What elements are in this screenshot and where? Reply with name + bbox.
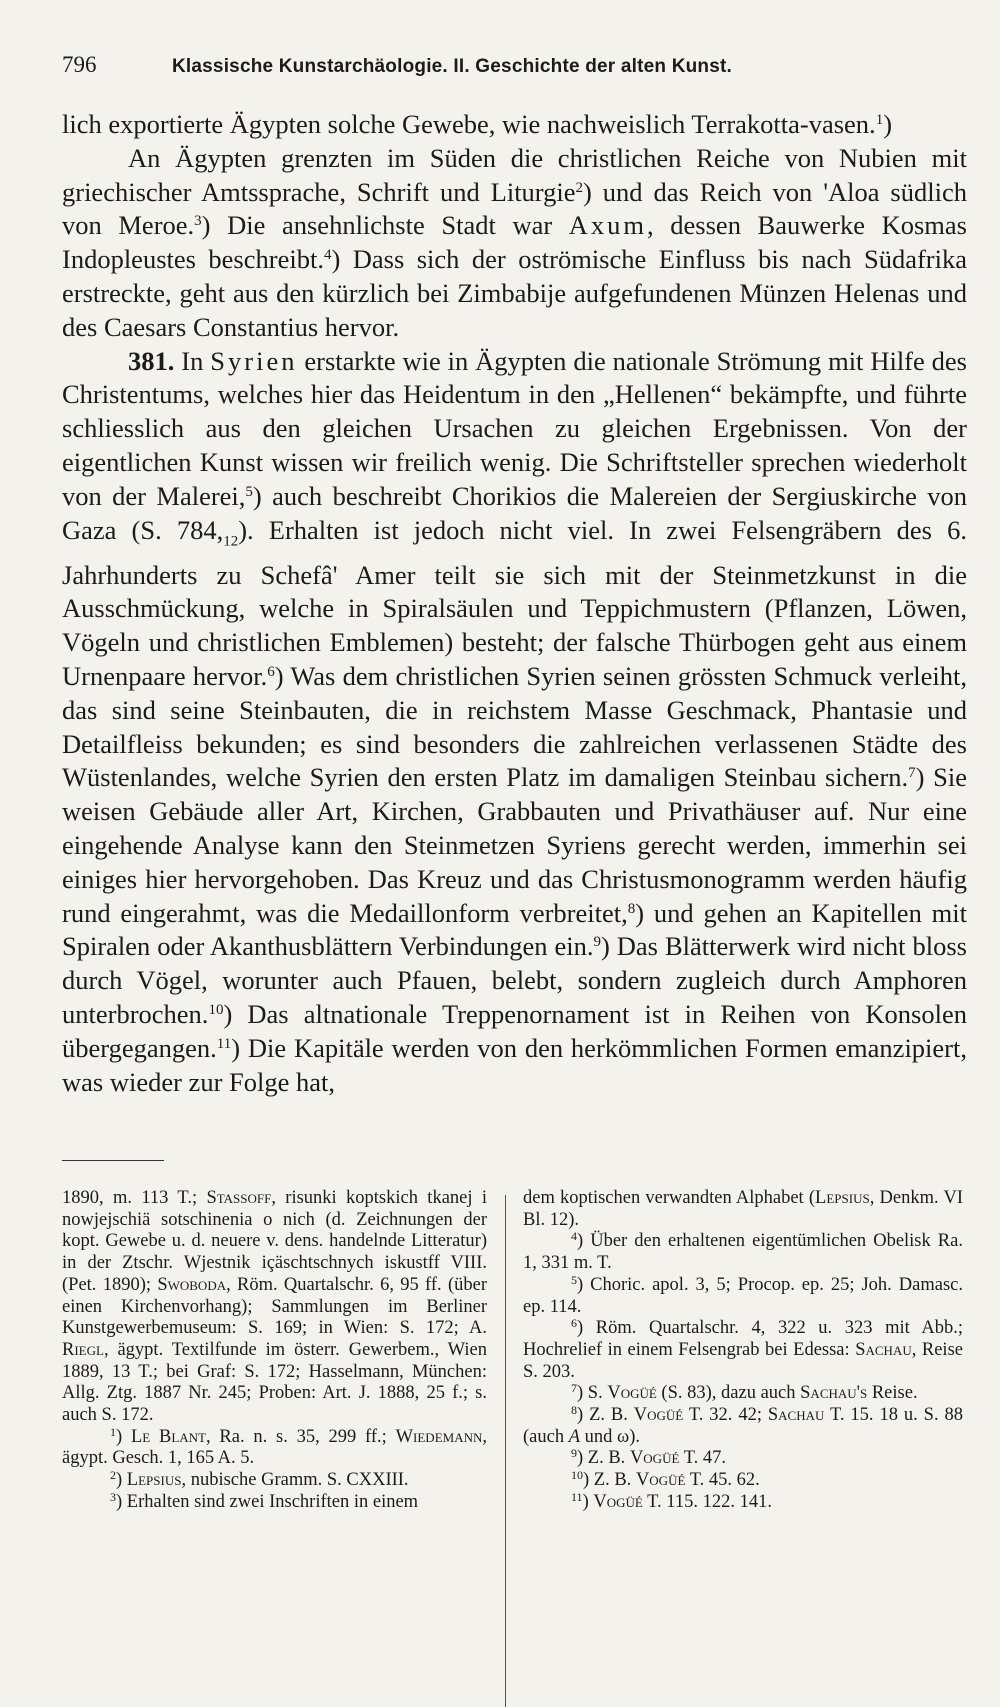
omega-symbol: ω xyxy=(617,1426,630,1447)
footnote-3-continuation: dem koptischen verwandten Alphabet (Lepsius, Denkm. VI Bl. 12). xyxy=(523,1188,963,1230)
footnote-ref-2: 2 xyxy=(575,179,584,196)
footnote-4: $^4$) Über den erhaltenen eigentümlichen Obelisk Ra. 1, 331 m. T. xyxy=(523,1229,963,1274)
alpha-symbol: A xyxy=(568,1426,581,1447)
paragraph-381: 381. In Syrien erstarkte wie in Ägypten die nationale Strömung mit Hilfe des Christentums, welches hier das Heidentum in den „Hellenen“ bekämpfte, und führte schliesslich aus den gleichen Ursachen zu gleichen Ergebnissen. Von der eigentlichen Kunst wissen wir freilich wenig. Die Schriftsteller sprechen wiederholt von der Malerei,$^5$) auch beschreibt Chorikios die Malereien der Sergiuskirche von Gaza (S. $784,_{12}$). Erhalten ist jedoch nicht viel. In zwei Felsengräbern des 6. Jahrhunderts zu Schefâ' Amer teilt sie sich mit der Steinmetzkunst in die Ausschmückung, welche in Spiralsäulen und Teppichmustern (Pflanzen, Löwen, Vögeln und christlichen Emblemen) besteht; der falsche Thürbogen geht aus einem Urnenpaare hervor.$^6$) Was dem christlichen Syrien seinen grössten Schmuck verleiht, das sind seine Steinbauten, die in reichstem Masse Geschmack, Phantasie und Detailfleiss bekunden; es sind besonders die zahlreichen verlassenen Städte des Wüstenlandes, welche Syrien den ersten Platz im damaligen Steinbau sichern.$^7$) Sie weisen Gebäude aller Art, Kirchen, Grabbauten und Privathäuser auf. Nur eine eingehende Analyse kann den Steinmetzen Syriens gerecht werden, immerhin sei einiges hier hervorgehoben. Das Kreuz und das Christusmonogramm werden häufig rund eingerahmt, was die Medaillonform verbreitet,$^8$) und gehen an Kapitellen mit Spiralen oder Akanthusblättern Verbindungen ein.$^9$) Das Blätterwerk wird nicht bloss durch Vögel, worunter auch Pfauen, belebt, sondern zugleich durch Amphoren unterbrochen.$^{10}$) Das altnationale Treppenornament ist in Reihen von Konsolen übergegangen.$^{11}$) Die Kapitäle werden von den herkömmlichen Formen emanzipiert, was wieder zur Folge hat, xyxy=(62,345,967,1097)
footnote-ref-6: 6 xyxy=(267,664,275,681)
running-header xyxy=(62,52,882,78)
footnote-ref-10: 10 xyxy=(208,1002,224,1019)
cross-ref-number: 12 xyxy=(223,532,239,549)
footnotes-left-column xyxy=(62,1188,487,1514)
footnote-column-divider xyxy=(505,1195,506,1707)
footnote-7: $^7$) S. Vogüé (S. 83), dazu auch Sachau's Reise. xyxy=(571,1381,918,1404)
page-number: 796 xyxy=(62,52,97,77)
footnote-5: $^5$) Choric. apol. 3, 5; Procop. ep. 25; Joh. Damasc. ep. 114. xyxy=(523,1272,963,1317)
section-number: 381. xyxy=(128,345,175,376)
footnote-2: $^2$) Lepsius, nubische Gramm. S. CXXIII. xyxy=(110,1468,409,1491)
footnote-ref-9: 9 xyxy=(593,934,601,951)
footnote-1: $^1$) Le Blant, Ra. n. s. 35, 299 ff.; Wiedemann, ägypt. Gesch. 1, 165 A. 5. xyxy=(62,1424,487,1469)
emphasis-axum: Axum xyxy=(568,210,648,241)
footnote-continuation: 1890, m. 113 T.; Stassoff, risunki koptskich tkanej i nowjejschiä sotschinenia o nich (d. Zeichnungen der kopt. Gewebe u. d. neuere v. dens. handelnde Litteratur) in der Ztschr. Wjestnik içäschtschnych iskustff VIII. (Pet. 1890); Swoboda, Röm. Quartalschr. 6, 95 ff. (über einen Kirchenvorhang); Sammlungen im Berliner Kunstgewerbemuseum: S. 169; in Wien: S. 172; A. Riegl, ägypt. Textilfunde im österr. Gewerbem., Wien 1889, 13 T.; bei Graf: S. 172; Hasselmann, München: Allg. Ztg. 1887 Nr. 245; Proben: Art. J. 1888, 25 f.; s. auch S. 172. xyxy=(62,1188,487,1426)
footnote-ref-11: 11 xyxy=(216,1035,232,1052)
footnote-ref-1: 1 xyxy=(875,112,884,128)
running-title: Klassische Kunstarchäologie. II. Geschichte der alten Kunst. xyxy=(172,56,732,77)
footnote-ref-3: 3 xyxy=(194,213,202,230)
footnote-ref-4: 4 xyxy=(323,247,332,264)
footnote-ref-8: 8 xyxy=(627,900,636,917)
footnote-rule xyxy=(62,1160,164,1161)
footnote-8: $^8$) Z. B. Vogüé T. 32. 42; Sachau T. 15. 18 u. S. 88 (auch A und ω). xyxy=(523,1403,963,1447)
footnote-6: $^6$) Röm. Quartalschr. 4, 322 u. 323 mit Abb.; Hochrelief in einem Felsengrab bei Edessa: Sachau, Reise S. 203. xyxy=(523,1316,963,1382)
emphasis-syrien: Syrien xyxy=(210,345,298,376)
main-text xyxy=(62,108,967,1099)
footnote-11: $^{11}$) Vogüé T. 115. 122. 141. xyxy=(571,1489,772,1512)
paragraph-2: An Ägypten grenzten im Süden die christlichen Reiche von Nubien mit griechischer Amtssprache, Schrift und Liturgie$^2$) und das Reich von 'Aloa südlich von Meroe.$^3$) Die ansehnlichste Stadt war Axum, dessen Bauwerke Kosmas Indopleustes beschreibt.$^4$) Dass sich der oströmische Einfluss bis nach Südafrika erstreckte, geht aus den kürzlich bei Zimbabije aufgefundenen Münzen Helenas und des Caesars Constantius hervor. xyxy=(62,142,967,342)
footnote-ref-5: 5 xyxy=(245,483,253,500)
footnote-3: $^3$) Erhalten sind zwei Inschriften in einem xyxy=(110,1489,419,1512)
footnotes-right-column xyxy=(523,1188,963,1514)
paragraph-1: lich exportierte Ägypten solche Gewebe, wie nachweislich Terrakotta-vasen.$^1$) xyxy=(62,109,893,139)
footnote-10: $^{10}$) Z. B. Vogüé T. 45. 62. xyxy=(571,1468,760,1491)
footnote-ref-7: 7 xyxy=(908,765,916,782)
footnote-9: $^9$) Z. B. Vogüé T. 47. xyxy=(571,1446,726,1469)
